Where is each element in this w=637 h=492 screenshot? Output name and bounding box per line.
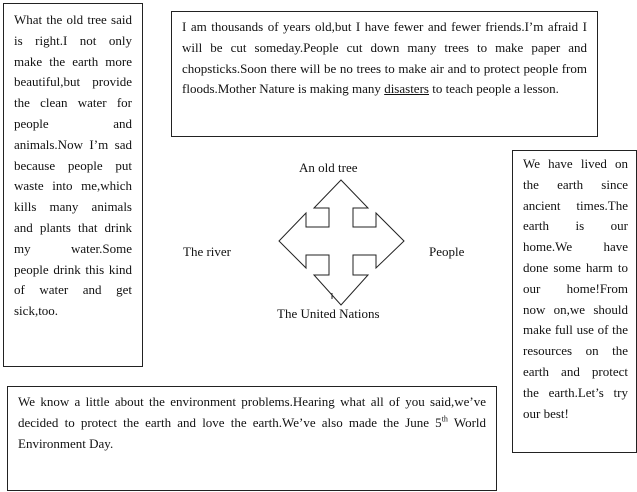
four-way-arrow-icon [279, 180, 404, 305]
label-people: People [429, 244, 465, 259]
label-river: The river [183, 244, 232, 259]
un-speech-text: We know a little about the environment problems.Hearing what all of you said,we’ve decided to protect the earth and love the earth.We’ve also made the June 5 [18, 394, 486, 430]
label-old-tree: An old tree [299, 160, 358, 175]
river-speech-text: What the old tree said is right.I not only make the earth more beautiful,but provide the clean water for people and animals.Now I’m sad because people put waste into me,which kills many animals and plants that drink my water.Some people drink this kind of water and get sick,too. [14, 12, 132, 319]
tree-speech-text-end: to teach people a lesson. [428, 81, 559, 97]
tree-speech-text: I am thousands of years old,but I have fewer and fewer friends.I’m afraid I will be cut someday.People cut down many trees to make paper and chopsticks.Soon there will be no trees to make air and to protect people from floods.Mother Nature is making many [182, 19, 587, 97]
people-speech-text: We have lived on the earth since ancient times.The earth is our home.We have done some harm to our home!From now on,we should make full use of the resources on the earth and protect the earth.Let’s try our best! [523, 156, 628, 421]
un-speech-text-end: World Environment Day. [18, 414, 487, 451]
label-united-nations: The United Nations [277, 306, 380, 321]
ordinal-suffix: th [441, 414, 448, 424]
underlined-word: disasters [384, 81, 429, 97]
